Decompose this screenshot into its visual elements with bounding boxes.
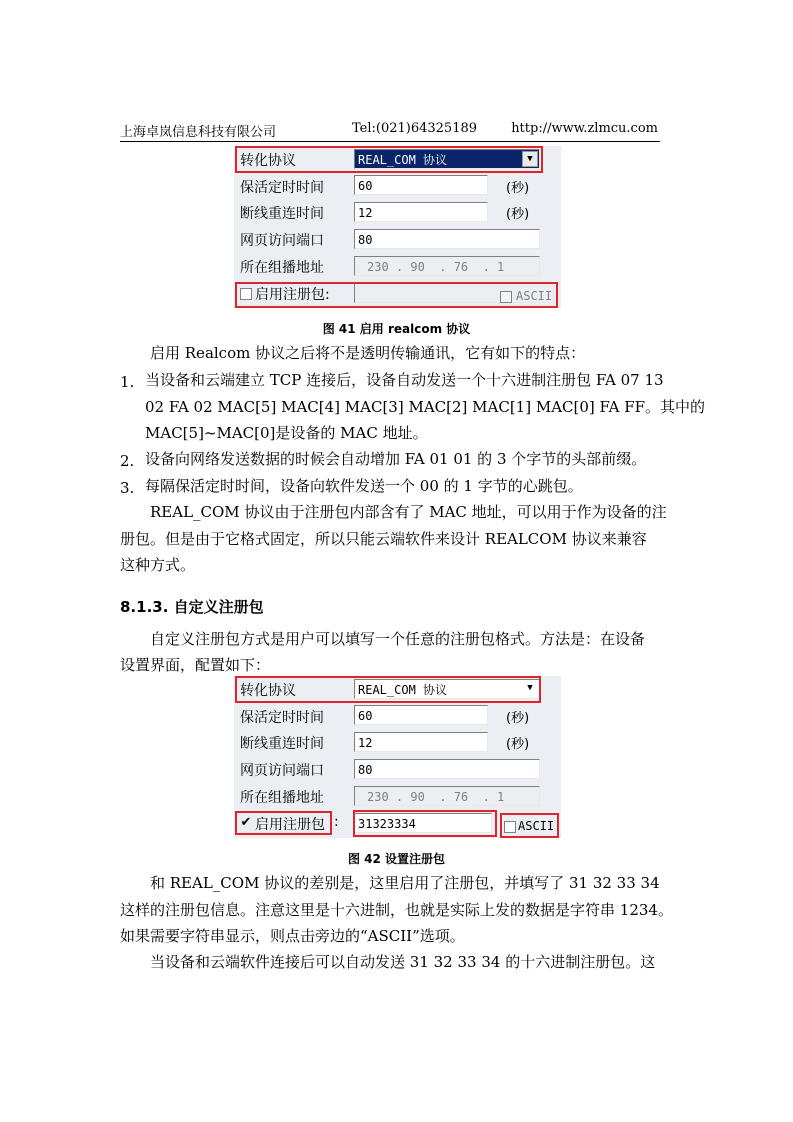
keepalive-input[interactable]: 60 (354, 175, 488, 195)
highlight-register (235, 282, 558, 308)
web-port-input[interactable]: 80 (354, 229, 540, 249)
diff-para-line-1: 和 REAL_COM 协议的差别是，这里启用了注册包，并填写了 31 32 33 34 (150, 874, 660, 892)
ascii-label: ASCII (518, 819, 555, 833)
keepalive-unit: (秒) (506, 711, 530, 726)
protocol-select-value: REAL_COM 协议 (358, 153, 448, 167)
list-item-3: 每隔保活定时时间，设备向软件发送一个 00 的 1 字节的心跳包。 (145, 477, 583, 495)
web-port-label: 网页访问端口 (240, 763, 324, 779)
protocol-label: 转化协议 (240, 153, 296, 169)
multicast-input: 230 . 90 . 76 . 1 (354, 786, 540, 806)
diff-para-line-3: 如果需要字符串显示，则点击旁边的“ASCII”选项。 (120, 927, 465, 945)
keepalive-label: 保活定时时间 (240, 180, 324, 196)
list-number: 1. (120, 373, 135, 391)
list-number: 2. (120, 452, 135, 470)
ascii-label: ASCII (516, 289, 553, 303)
register-label: 启用注册包: (255, 287, 330, 303)
web-port-label: 网页访问端口 (240, 233, 324, 249)
highlight-register-check (235, 811, 332, 835)
reconnect-input[interactable]: 12 (354, 732, 488, 752)
keepalive-input[interactable]: 60 (354, 705, 488, 725)
highlight-ascii (500, 813, 559, 838)
web-port-input[interactable]: 80 (354, 759, 540, 779)
register-colon: : (334, 814, 339, 830)
list-item-1-line-2: 02 FA 02 MAC[5] MAC[4] MAC[3] MAC[2] MAC[1] MAC[0] FA FF。其中的 (145, 398, 706, 416)
reconnect-unit: (秒) (506, 737, 530, 752)
highlight-protocol (235, 146, 543, 173)
protocol-select-value: REAL_COM 协议 (358, 683, 448, 697)
reconnect-label: 断线重连时间 (240, 736, 324, 752)
list-item-2: 设备向网络发送数据的时候会自动增加 FA 01 01 的 3 个字节的头部前缀。 (145, 450, 647, 468)
chevron-down-icon[interactable]: ▼ (522, 151, 538, 167)
header-company: 上海卓岚信息科技有限公司 (120, 125, 277, 140)
realcom-para-line-1: REAL_COM 协议由于注册包内部含有了 MAC 地址，可以用于作为设备的注 (150, 503, 667, 521)
list-item-1-line-3: MAC[5]~MAC[0]是设备的 MAC 地址。 (145, 424, 428, 442)
final-para-line-1: 当设备和云端软件连接后可以自动发送 31 32 33 34 的十六进制注册包。这 (150, 953, 656, 971)
list-number: 3. (120, 479, 135, 497)
protocol-label: 转化协议 (240, 683, 296, 699)
realcom-para-line-3: 这种方式。 (120, 556, 196, 574)
reconnect-unit: (秒) (506, 207, 530, 222)
chevron-down-icon[interactable]: ▼ (522, 681, 538, 697)
keepalive-unit: (秒) (506, 181, 530, 196)
section-para-line-2: 设置界面，配置如下： (120, 656, 271, 674)
realcom-para-line-2: 册包。但是由于它格式固定，所以只能云端软件来设计 REALCOM 协议来兼容 (120, 530, 647, 548)
register-label: 启用注册包 (255, 817, 325, 833)
diff-para-line-2: 这样的注册包信息。注意这里是十六进制，也就是实际上发的数据是字符串 1234。 (120, 901, 673, 919)
intro-text: 启用 Realcom 协议之后将不是透明传输通讯，它有如下的特点： (150, 344, 586, 362)
highlight-register-input (353, 810, 497, 837)
list-item-1-line-1: 当设备和云端建立 TCP 连接后，设备自动发送一个十六进制注册包 FA 07 13 (145, 371, 664, 389)
multicast-label: 所在组播地址 (240, 260, 324, 276)
reconnect-input[interactable]: 12 (354, 202, 488, 222)
section-para-line-1: 自定义注册包方式是用户可以填写一个任意的注册包格式。方法是：在设备 (150, 630, 646, 648)
page-header (120, 121, 660, 142)
highlight-protocol (235, 676, 541, 703)
figure1-caption: 图 41 启用 realcom 协议 (322, 322, 471, 336)
reconnect-label: 断线重连时间 (240, 206, 324, 222)
keepalive-label: 保活定时时间 (240, 710, 324, 726)
section-heading: 8.1.3. 自定义注册包 (120, 598, 264, 616)
figure2-caption: 图 42 设置注册包 (347, 852, 446, 866)
register-checkbox[interactable]: ✔ (240, 815, 252, 830)
header-tel: Tel:(021)64325189 (352, 121, 478, 136)
multicast-input: 230 . 90 . 76 . 1 (354, 256, 540, 276)
multicast-label: 所在组播地址 (240, 790, 324, 806)
register-input[interactable]: 31323334 (354, 813, 492, 833)
header-url: http://www.zlmcu.com (511, 121, 658, 136)
